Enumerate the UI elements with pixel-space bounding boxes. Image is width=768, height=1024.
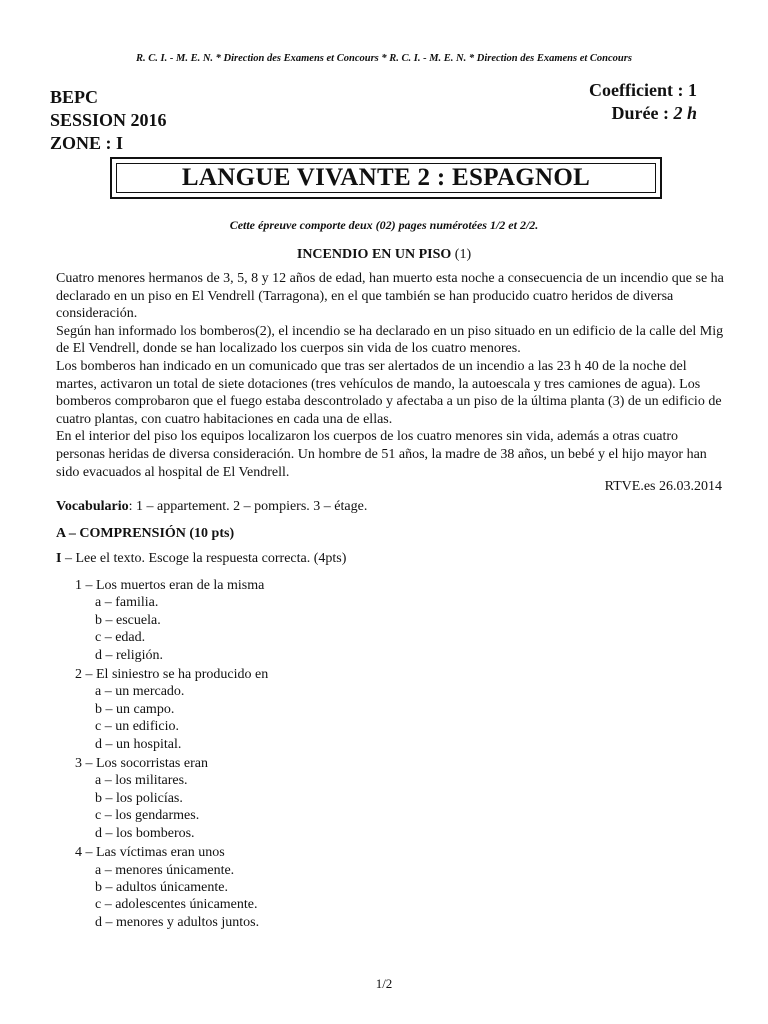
article-body: [56, 270, 724, 481]
question-option: b – adultos únicamente.: [95, 879, 228, 895]
question-stem: 3 – Los socorristas eran: [75, 756, 208, 772]
question-option: c – los gendarmes.: [95, 808, 200, 824]
section-a-title: A – COMPRENSIÓN (10 pts): [56, 526, 235, 541]
question-option: c – edad.: [95, 630, 146, 646]
exam-duration: [555, 102, 697, 125]
article-paragraph: En el interior del piso los equipos localizaron los cuerpos de los cuatro menores sin vida, además a otras cuatro personas heridas de diversa consideración. Un hombre de 51 años, la madre de 38 años, un bebé y el hijo mayor han sido evacuados al hospital de El Vendrell.: [56, 429, 707, 480]
exam-level: BEPC: [50, 87, 99, 107]
vocab-label: Vocabulario: [56, 499, 129, 514]
text-title: [0, 247, 768, 263]
question: [75, 755, 268, 842]
page-number: 1/2: [375, 976, 393, 991]
text-title-note: (1): [451, 247, 472, 262]
exam-info-right: [555, 79, 697, 125]
header-line: R. C. I. - M. E. N. * Direction des Examens et Concours * R. C. I. - M. E. N. * Direction des Examens et Concours: [136, 53, 632, 64]
question-option: b – los policías.: [95, 790, 183, 806]
exam-coefficient: Coefficient : 1: [589, 80, 697, 100]
article-source: RTVE.es 26.03.2014: [604, 479, 722, 494]
vocab-text: : 1 – appartement. 2 – pompiers. 3 – étage.: [128, 499, 368, 514]
article-paragraph: Cuatro menores hermanos de 3, 5, 8 y 12 años de edad, han muerto esta noche a consecuencia de un incendio que se ha declarado en un piso en El Vendrell (Tarragona), en el que también se han producido cuatro heridos de diversa consideración.: [56, 271, 724, 322]
question-option: b – un campo.: [95, 701, 175, 717]
question-option: d – un hospital.: [95, 736, 182, 752]
question-option: c – adolescentes únicamente.: [95, 897, 258, 913]
question: [75, 577, 268, 664]
instruction-text: – Lee el texto. Escoge la respuesta correcta. (4pts): [61, 551, 347, 566]
text-title-main: INCENDIO EN UN PISO: [296, 247, 452, 262]
exam-session: SESSION 2016: [50, 110, 167, 130]
pages-note: Cette épreuve comporte deux (02) pages numérotées 1/2 et 2/2.: [229, 218, 539, 232]
question: [75, 844, 268, 931]
title-box: [110, 157, 662, 199]
question-option: a – un mercado.: [95, 684, 185, 700]
question-stem: 4 – Las víctimas eran unos: [75, 845, 225, 861]
question-stem: 1 – Los muertos eran de la misma: [75, 578, 265, 593]
question-option: d – menores y adultos juntos.: [95, 914, 260, 930]
questions-list: [75, 577, 268, 933]
question-option: a – familia.: [95, 595, 159, 611]
exam-zone: ZONE : I: [50, 133, 124, 153]
question-option: d – religión.: [95, 647, 164, 663]
instruction-number: I: [56, 551, 62, 566]
question-option: c – un edificio.: [95, 719, 179, 735]
question-option: a – los militares.: [95, 773, 188, 789]
exam-info-left: [50, 86, 167, 155]
question-option: b – escuela.: [95, 612, 161, 628]
vocabulary: [56, 499, 367, 515]
question-option: d – los bomberos.: [95, 825, 195, 841]
article-paragraph: Los bomberos han indicado en un comunicado que tras ser alertados de un incendio a las 23 h 40 de la noche del martes, activaron un total de siete dotaciones (tres vehículos de mando, la autoescala y tres camiones de agua). Los bomberos comprobaron que el fuego estaba descontrolado y afectaba a un piso de la última planta (3) de un edificio de cuatro plantas, con cuatro habitaciones en cada una de ellas.: [56, 358, 722, 427]
instruction: [56, 551, 346, 567]
duration-label: Durée :: [611, 103, 674, 123]
article-paragraph: Según han informado los bomberos(2), el incendio se ha declarado en un piso situado en un edificio de la calle del Mig de El Vendrell, donde se han localizado los cuerpos sin vida de los cuatro menores.: [56, 323, 724, 357]
question-option: a – menores únicamente.: [95, 862, 235, 878]
question: [75, 666, 268, 753]
duration-value: 2 h: [673, 103, 697, 123]
exam-title: LANGUE VIVANTE 2 : ESPAGNOL: [116, 163, 656, 193]
question-stem: 2 – El siniestro se ha producido en: [75, 667, 269, 683]
